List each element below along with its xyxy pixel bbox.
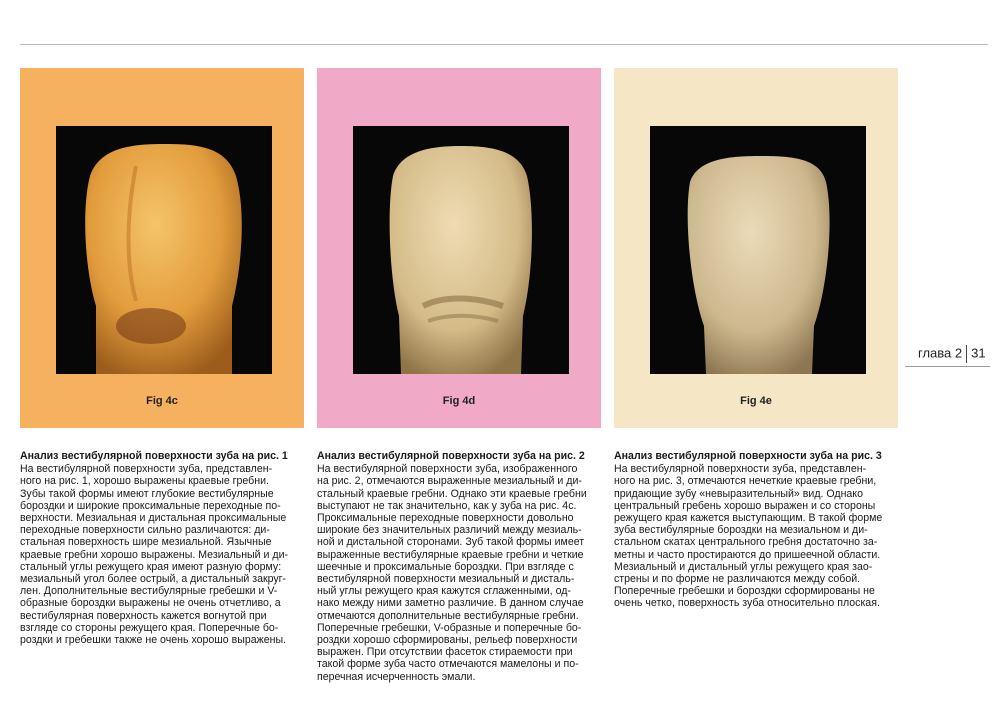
tooth-photo-4d <box>353 126 569 374</box>
chapter-separator <box>966 345 967 363</box>
text-column-2 <box>317 450 607 683</box>
column-body: На вестибулярной поверхности зуба, представлен- ного на рис. 1, хорошо выражены краевые гребни. Зубы такой формы имеют глубокие вестибулярные бороздки и широкие проксимальные переходные по- верхности. Мезиальная и дистальная проксимальные переходные поверхности сильно различаются: ди- стальная поверхность шире мезиальной. Язычные краевые гребни хорошо выражены. Мезиальный и ди- стальный углы режущего края имеют разную форму: мезиальный угол более острый, а дистальный закруг- лен. Дополнительные вестибулярные гребешки и V- образные бороздки выражены не очень отчетливо, а вестибулярная поверхность кажется вогнутой при взгляде со стороны режущего края. Поперечные бо- роздки и гребешки также не очень хорошо выражены. <box>20 463 289 647</box>
figure-caption-4e: Fig 4e <box>740 395 772 407</box>
column-body: На вестибулярной поверхности зуба, изображенного на рис. 2, отмечаются выраженные мезиальный и ди- стальный краевые гребни. Однако эти краевые гребни выступают не так значительно, как у зуба на рис. 4с. Проксимальные переходные поверхности довольно широкие без значительных различий между мезиаль- ной и дистальной сторонами. Зуб такой формы имеет выраженные вестибулярные краевые гребни и четкие шеечные и проксимальные бороздки. При взгляде с вестибулярной поверхности мезиальный и дисталь- ный углы режущего края кажутся сглаженными, од- нако между ними заметно различие. В данном случае отмечаются дополнительные вестибулярные гребни. Поперечные гребешки, V-образные и поперечные бо- роздки хорошо сформированы, рельеф поверхности выражен. При отсутствии фасеток стираемости при такой форме зуба часто отмечаются мамелоны и по- перечная исчерченность эмали. <box>317 463 587 683</box>
text-column-1 <box>20 450 310 646</box>
incisor-illustration-4d <box>353 126 569 374</box>
tooth-photo-4e <box>650 126 866 374</box>
chapter-marker <box>918 345 986 363</box>
incisor-illustration-4e <box>650 126 866 374</box>
top-rule <box>20 44 988 45</box>
figure-caption-4c: Fig 4c <box>146 395 178 407</box>
figure-panel-4c <box>20 68 304 428</box>
column-body: На вестибулярной поверхности зуба, представлен- ного на рис. 3, отмечаются нечеткие краевые гребни, придающие зубу «невыразительный» вид. Однако центральный гребень хорошо выражен и со стороны режущего края кажется выступающим. В такой форме зуба вестибулярные бороздки на мезиальном и ди- стальном скатах центрального гребня достаточно за- метны и часто простираются до пришеечной области. Мезиальный и дистальный углы режущего края зао- стрены и по форме не различаются между собой. Поперечные гребешки и бороздки сформированы не очень четко, поверхность зуба относительно плоская. <box>614 463 883 610</box>
column-heading: Анализ вестибулярной поверхности зуба на рис. 3 <box>614 450 882 462</box>
tooth-photo-4c <box>56 126 272 374</box>
incisor-illustration-4c <box>56 126 272 374</box>
figure-panel-4d <box>317 68 601 428</box>
chapter-label: глава 2 <box>918 345 963 361</box>
column-heading: Анализ вестибулярной поверхности зуба на рис. 2 <box>317 450 585 462</box>
figure-caption-4d: Fig 4d <box>442 395 476 407</box>
page-number: 31 <box>971 345 986 361</box>
text-column-3 <box>614 450 904 610</box>
column-heading: Анализ вестибулярной поверхности зуба на рис. 1 <box>20 450 288 462</box>
chapter-rule <box>905 366 990 367</box>
figure-panel-4e <box>614 68 898 428</box>
